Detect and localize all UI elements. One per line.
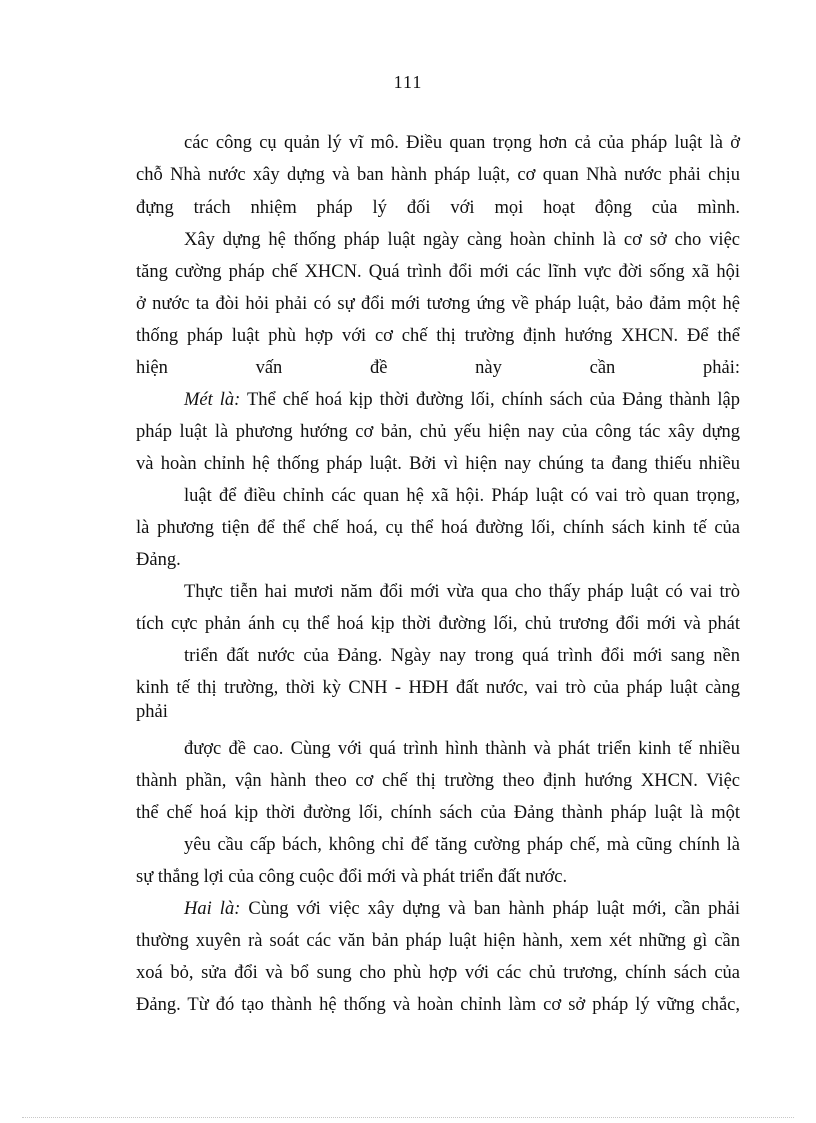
- text-line: xoá bỏ, sửa đổi và bổ sung cho phù hợp với các chủ trương, chính sách của: [136, 963, 740, 983]
- text-line: thường xuyên rà soát các văn bản pháp luật hiện hành, xem xét những gì cần: [136, 931, 740, 951]
- text-line: Đảng. Từ đó tạo thành hệ thống và hoàn chỉnh làm cơ sở pháp lý vững chắc,: [136, 995, 740, 1015]
- text-line: thống pháp luật phù hợp với cơ chế thị trường định hướng XHCN. Để thể: [136, 326, 740, 346]
- text-line: luật để điều chỉnh các quan hệ xã hội. Pháp luật có vai trò quan trọng,: [184, 486, 740, 506]
- text-line: pháp luật là phương hướng cơ bản, chủ yếu hiện nay của công tác xây dựng: [136, 422, 740, 442]
- text-line: ở nước ta đòi hỏi phải có sự đổi mới tương ứng về pháp luật, bảo đảm một hệ: [136, 294, 740, 314]
- text-line: đựng trách nhiệm pháp lý đối với mọi hoạt động của mình.: [136, 198, 740, 218]
- text-line: chỗ Nhà nước xây dựng và ban hành pháp luật, cơ quan Nhà nước phải chịu: [136, 165, 740, 185]
- text-line: sự thắng lợi của công cuộc đổi mới và phát triển đất nước.: [136, 867, 568, 887]
- text-line: yêu cầu cấp bách, không chỉ để tăng cường pháp chế, mà cũng chính là: [184, 835, 740, 855]
- text-line: thành phần, vận hành theo cơ chế thị trường theo định hướng XHCN. Việc: [136, 771, 740, 791]
- text-line-hai-la: [184, 897, 740, 921]
- text-line: Xây dựng hệ thống pháp luật ngày càng hoàn chỉnh là cơ sở cho việc: [184, 230, 740, 250]
- text-span: Cùng với việc xây dựng và ban hành pháp luật mới, cần phải: [240, 899, 741, 919]
- text-line: Thực tiễn hai mươi năm đổi mới vừa qua cho thấy pháp luật có vai trò: [184, 582, 740, 602]
- text-line: các công cụ quản lý vĩ mô. Điều quan trọng hơn cả của pháp luật là ở: [184, 133, 740, 153]
- text-line: là phương tiện để thể chế hoá, cụ thể hoá đường lối, chính sách kinh tế của: [136, 518, 740, 538]
- text-line: tích cực phản ánh cụ thể hoá kịp thời đường lối, chủ trương đổi mới và phát: [136, 614, 740, 634]
- text-line: và hoàn chỉnh hệ thống pháp luật. Bởi vì hiện nay chúng ta đang thiếu nhiều: [136, 454, 740, 474]
- text-line: hiện vấn đề này cần phải:: [136, 358, 740, 378]
- text-line-mot-la: [184, 388, 740, 412]
- text-line: được đề cao. Cùng với quá trình hình thành và phát triển kinh tế nhiều: [184, 739, 740, 759]
- item-label-two: Hai là:: [184, 899, 241, 919]
- text-span: Thể chế hoá kịp thời đường lối, chính sách của Đảng thành lập: [240, 390, 740, 410]
- text-line: kinh tế thị trường, thời kỳ CNH - HĐH đất nước, vai trò của pháp luật càng: [136, 678, 740, 698]
- page-bottom-divider: [22, 1117, 794, 1118]
- text-line: triển đất nước của Đảng. Ngày nay trong quá trình đổi mới sang nền: [184, 646, 740, 666]
- text-line: tăng cường pháp chế XHCN. Quá trình đổi mới các lĩnh vực đời sống xã hội: [136, 262, 740, 282]
- item-label-one: Mét là:: [184, 390, 241, 410]
- page-number: 111: [393, 72, 423, 92]
- text-line: Đảng.: [136, 550, 181, 570]
- text-line: thể chế hoá kịp thời đường lối, chính sách của Đảng thành pháp luật là một: [136, 803, 740, 823]
- text-line: phải: [136, 702, 168, 722]
